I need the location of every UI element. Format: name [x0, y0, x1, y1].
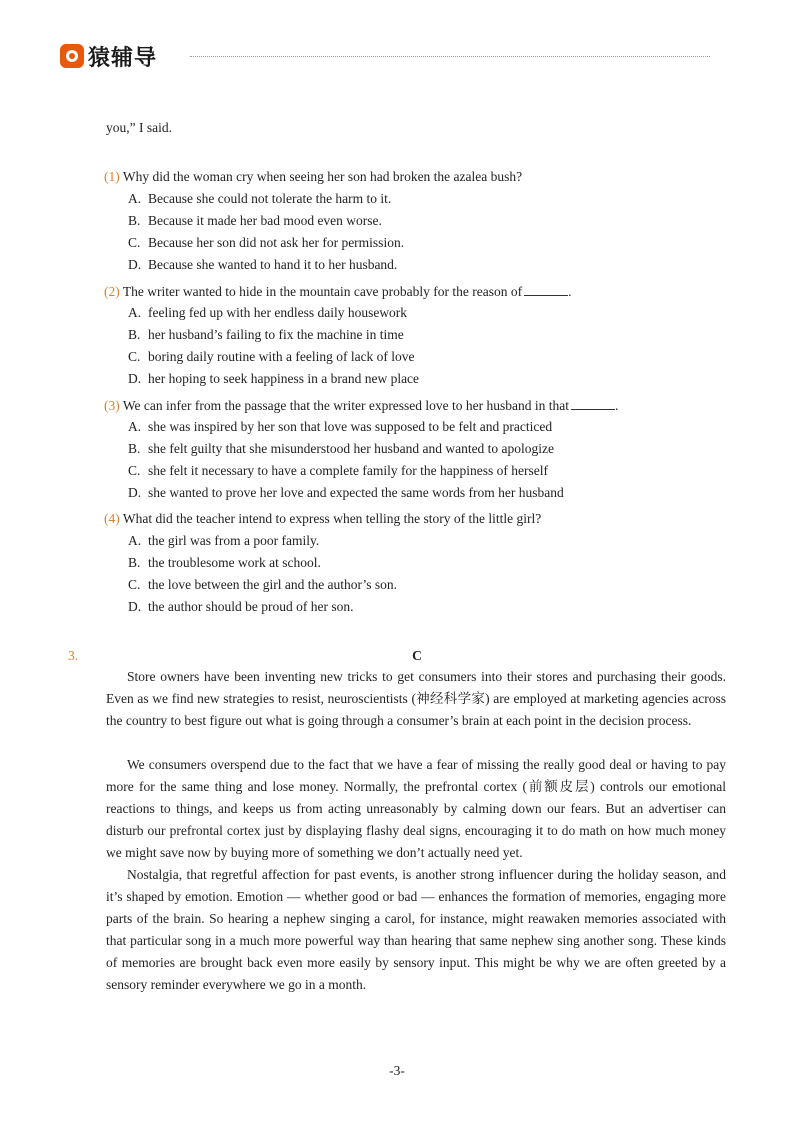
- passage-paragraph-1: Store owners have been inventing new tricks to get consumers into their stores and purchasing their goods. Even as we find new strategies to resist, neuroscientists (神经科学家) are employed at marketing agencies across the country to best figure out what is going through a consumer’s brain at each point in the decision process.: [106, 669, 726, 728]
- question-2: (2) The writer wanted to hide in the mountain cave probably for the reason of .: [104, 284, 572, 299]
- option-2d: D. her hoping to seek happiness in a brand new place: [128, 371, 420, 386]
- option-4b: B. the troublesome work at school.: [128, 555, 321, 570]
- section-number: 3.: [68, 648, 79, 663]
- option-2a: A. feeling fed up with her endless daily housework: [128, 305, 408, 320]
- option-3d: D. she wanted to prove her love and expected the same words from her husband: [128, 485, 564, 500]
- question-number: (2): [104, 284, 120, 299]
- option-2c: C. boring daily routine with a feeling of lack of love: [128, 349, 415, 364]
- question-number: (3): [104, 398, 120, 413]
- option-1d: D. Because she wanted to hand it to her husband.: [128, 257, 398, 272]
- option-3b: B. she felt guilty that she misunderstood her husband and wanted to apologize: [128, 441, 555, 456]
- question-stem: Why did the woman cry when seeing her son had broken the azalea bush?: [122, 169, 523, 184]
- question-stem: We can infer from the passage that the writer expressed love to her husband in that: [122, 398, 570, 413]
- brand-name: 猿辅导: [88, 46, 158, 71]
- page-header: [0, 0, 794, 80]
- option-4c: C. the love between the girl and the author’s son.: [128, 577, 398, 592]
- passage-paragraph-3: Nostalgia, that regretful affection for past events, is another strong influencer during the holiday season, and it’s shaped by emotion. Emotion — whether good or bad — enhances the formation of memories, engaging more parts of the brain. So hearing a nephew singing a carol, for instance, might reawaken memories associated with that particular song in a much more powerful way than hearing that same nephew sing another song. These kinds of memories are brought back even more easily by sensory input. This might be why we are often greeted by a sensory reminder everywhere we go in a month.: [106, 867, 726, 992]
- option-1c: C. Because her son did not ask her for permission.: [128, 235, 405, 250]
- question-1: [104, 169, 522, 185]
- option-4d: D. the author should be proud of her son.: [128, 599, 354, 614]
- answer-blank: [571, 397, 615, 410]
- question-stem: The writer wanted to hide in the mountain cave probably for the reason of: [122, 284, 523, 299]
- option-1b: B. Because it made her bad mood even worse.: [128, 213, 382, 228]
- question-number: (4): [104, 511, 120, 526]
- option-4a: A. the girl was from a poor family.: [128, 533, 320, 548]
- question-4: [104, 511, 541, 527]
- option-3c: C. she felt it necessary to have a complete family for the happiness of herself: [128, 463, 548, 478]
- option-1a: A. Because she could not tolerate the harm to it.: [128, 191, 392, 206]
- carryover-text: you,” I said.: [106, 120, 172, 135]
- question-stem: What did the teacher intend to express when telling the story of the little girl?: [122, 511, 542, 526]
- page-number: -3-: [389, 1063, 405, 1078]
- question-3: (3) We can infer from the passage that the writer expressed love to her husband in that .: [104, 398, 619, 413]
- option-3a: A. she was inspired by her son that love was supposed to be felt and practiced: [128, 419, 553, 434]
- answer-blank: [524, 283, 568, 296]
- section-title: C: [412, 648, 422, 663]
- option-2b: B. her husband’s failing to fix the machine in time: [128, 327, 404, 342]
- header-dotted-rule: [190, 56, 710, 57]
- question-number: (1): [104, 169, 120, 184]
- ape-logo-icon: [60, 44, 84, 68]
- passage-paragraph-2: We consumers overspend due to the fact that we have a fear of missing the really good deal or having to pay more for the same thing and lose money. Normally, the prefrontal cortex (前额皮层) controls our emotional reactions to things, and keeps us from acting unreasonably by calming down our fears. But an advertiser can disturb our prefrontal cortex just by displaying flashy deal signs, encouraging it to do math on how much money we might save now by buying more of something we don’t actually need yet.: [106, 757, 726, 860]
